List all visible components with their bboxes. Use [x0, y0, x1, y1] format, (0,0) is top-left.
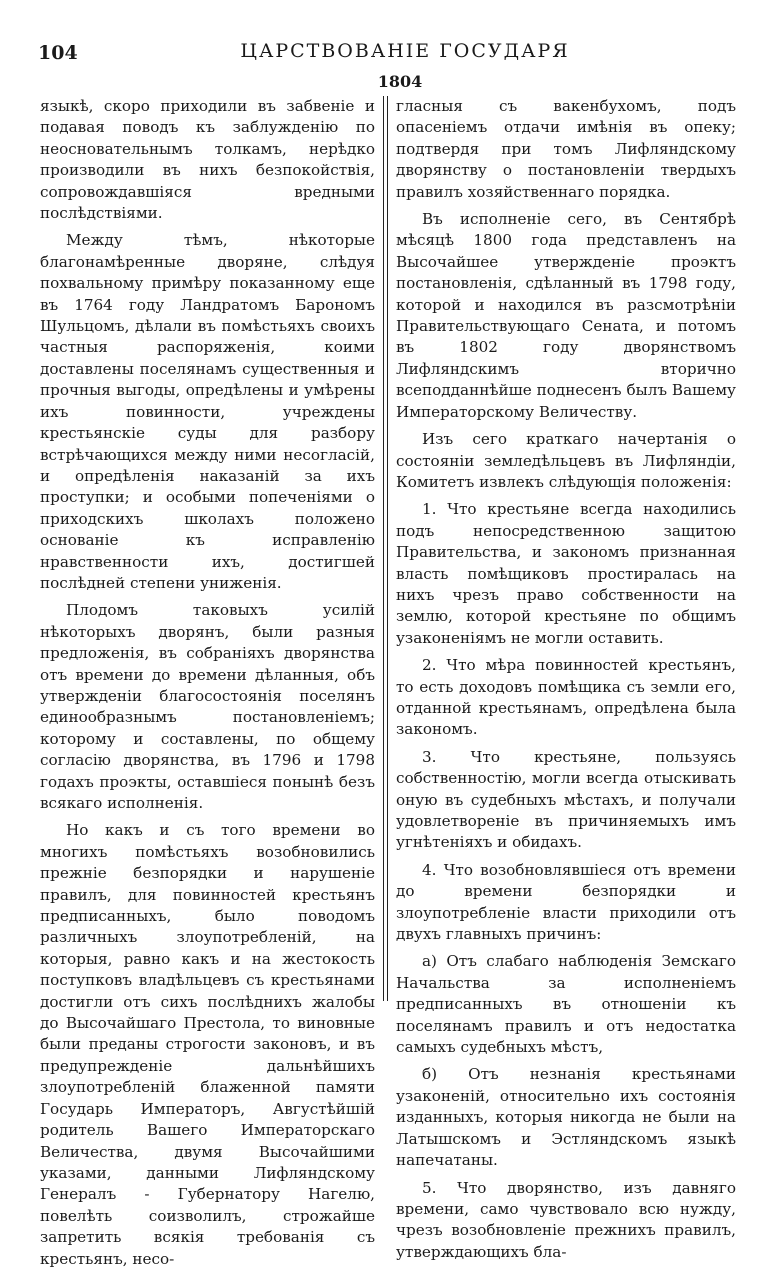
paragraph: б) Отъ незнанiя крестьянами узаконенiй, относительно ихъ состоянiя изданныхъ, которыя никогда не были на Латышскомъ и Эстляндскомъ языкѣ напечатаны. — [396, 1065, 736, 1170]
paragraph: Изъ сего краткаго начертанiя о состоянiи земледѣльцевъ въ Лифляндiи, Комитетъ извлекъ слѣдующiя положенiя: — [396, 430, 736, 491]
paragraph: Въ исполненiе сего, въ Сентябрѣ мѣсяцѣ 1800 года представленъ на Высочайшее утвержденiе проэктъ постановленiя, сдѣланный въ 1798 году, которой и находился въ разсмотрѣнiи Правительствующаго Сената, и потомъ въ 1802 году дворянствомъ Лифляндскимъ вторично всеподданнѣйше поднесенъ былъ Вашему Императорскому Величеству. — [396, 210, 736, 421]
running-title: ЦАРСТВОВАНIЕ ГОСУДАРЯ — [240, 40, 570, 62]
paragraph: 3. Что крестьяне, пользуясь собственностiю, могли всегда отыскивать оную въ судебныхъ мѣстахъ, и получали удовлетворенiе въ причиняемыхъ имъ угнѣтенiяхъ и обидахъ. — [396, 747, 736, 852]
paragraph: а) Отъ слабаго наблюденiя Земскаго Начальства за исполненiемъ предписанныхъ въ отношенiи къ поселянамъ правилъ и отъ недостатка самыхъ судебныхъ мѣстъ, — [396, 952, 736, 1057]
page-number: 104 — [38, 42, 78, 64]
paragraph: 2. Что мѣра повинностей крестьянъ, то есть доходовъ помѣщика съ земли его, отданной крестьянамъ, опредѣлена была закономъ. — [396, 656, 736, 739]
paragraph: гласныя съ вакенбухомъ, подъ опасенiемъ отдачи имѣнiя въ опеку; подтвердя при томъ Лифляндскому дворянству о постановленiи твердыхъ правилъ хозяйственнаго порядка. — [396, 97, 736, 201]
paragraph: Между тѣмъ, нѣкоторые благонамѣренные дворяне, слѣдуя похвальному примѣру показанному еще въ 1764 году Ландратомъ Барономъ Шульцомъ, дѣлали въ помѣстьяхъ своихъ частныя распоряженiя, коими доставлены поселянамъ существенныя и прочныя выгоды, опредѣлены и умѣрены ихъ повинности, учреждены крестьянскiе суды для разбору встрѣчающихся между ними несогласiй, и опредѣленiя наказанiй за ихъ проступки; и особыми попеченiями о приходскихъ школахъ положено основанiе къ исправленiю нравственности ихъ, достигшей послѣдней степени униженiя. — [40, 231, 375, 592]
paragraph: языкѣ, скоро приходили въ забвенiе и подавая поводъ къ заблужденiю по неосновательнымъ толкамъ, нерѣдко производили въ нихъ безпокойствiя, сопровождавшiяся вредными послѣдствiями. — [40, 97, 375, 223]
column-rule — [383, 96, 388, 1001]
paragraph: 5. Что дворянство, изъ давняго времени, само чувствовало всю нужду, чрезъ возобновленiе прежнихъ правилъ, утверждающихъ бла- — [396, 1178, 736, 1261]
right-column — [396, 96, 736, 1261]
paragraph: 1. Что крестьяне всегда находились подъ непосредственною защитою Правительства, и закономъ признанная власть помѣщиковъ простиралась на нихъ чрезъ право собственности на землю, которой крестьяне по общимъ узаконенiямъ не могли оставить. — [396, 500, 736, 647]
paragraph: 4. Что возобновлявшiеся отъ времени до времени безпорядки и злоупотребленiе власти приходили отъ двухъ главныхъ причинъ: — [396, 860, 736, 944]
paragraph: Плодомъ таковыхъ усилiй нѣкоторыхъ дворянъ, были разныя предложенiя, въ собранiяхъ дворянства отъ времени до времени дѣланныя, объ утвержденiи благосостоянiя поселянъ единообразнымъ постановленiемъ; которому и составлены, по общему согласiю дворянства, въ 1796 и 1798 годахъ проэкты, оставшiеся понынѣ безъ всякаго исполненiя. — [40, 601, 375, 812]
left-column — [40, 96, 375, 1268]
paragraph: Но какъ и съ того времени во многихъ помѣстьяхъ возобновились прежнiе безпорядки и нарушенiе правилъ, для повинностей крестьянъ предписанныхъ, было поводомъ различныхъ злоупотребленiй, на которыя, равно какъ и на жестокость поступковъ владѣльцевъ съ крестьянами достигли отъ сихъ послѣднихъ жалобы до Высочайшаго Престола, то виновные были преданы строгости законовъ, и въ предупрежденiе дальнѣйшихъ злоупотребленiй блаженной памяти Государь Императоръ, Августѣйшiй родитель Вашего Императорскаго Величества, двумя Высочайшими указами, данными Лифляндскому Генералъ - Губернатору Нагелю, повелѣть соизволилъ, строжайше запретить всякiя требованiя съ крестьянъ, несо- — [40, 821, 375, 1268]
year-heading: 1804 — [377, 72, 423, 91]
